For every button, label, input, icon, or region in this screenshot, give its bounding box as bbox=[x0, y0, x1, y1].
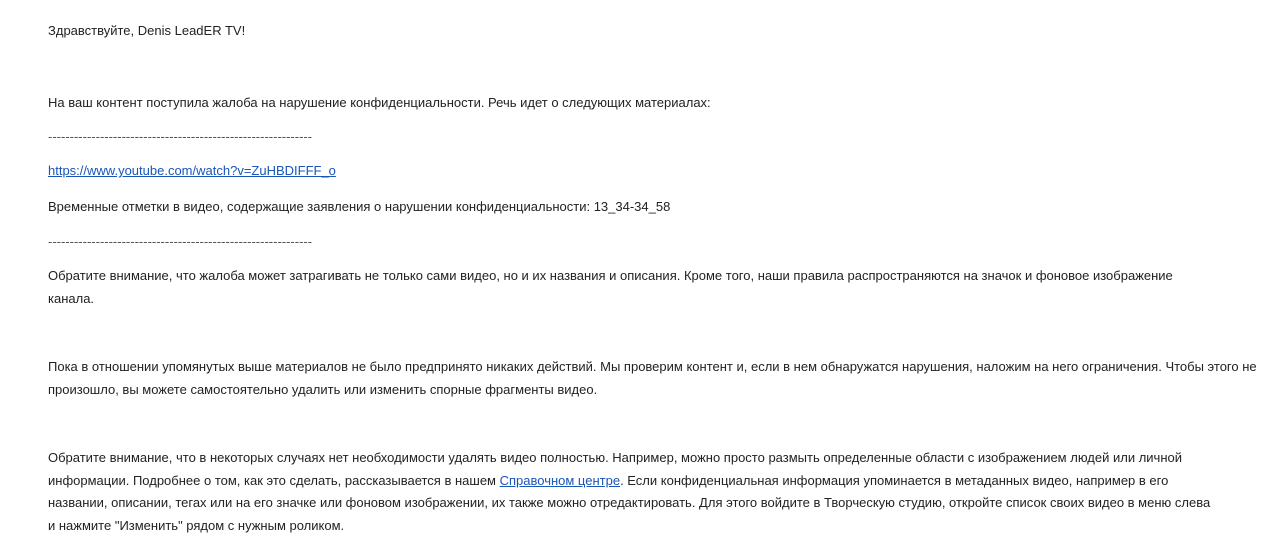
divider-top: ------------------------------------------------------------- bbox=[48, 129, 313, 144]
note-blur-part2: . Если конфиденциальная информация упоминается в метаданных видео, например в его названии, описании, тегах или на его значке или фоновом изображении, их также можно отредактировать. Для этого войдите в Творческую студию, откройте список своих видео в меню слева и нажмите "Изменить" рядом с нужным роликом. bbox=[48, 472, 1211, 533]
greeting: Здравствуйте, Denis LeadER TV! bbox=[48, 23, 246, 38]
intro-text: На ваш контент поступила жалоба на нарушение конфиденциальности. Речь идет о следующих материалах: bbox=[48, 95, 711, 110]
divider-bottom: ------------------------------------------------------------- bbox=[48, 234, 313, 249]
note-no-action: Пока в отношении упомянутых выше материалов не было предпринято никаких действий. Мы проверим контент и, если в нем обнаружатся нарушения, наложим на него ограничения. Чтобы этого не произошло, вы можете самостоятельно удалить или изменить спорные фрагменты видео. bbox=[48, 359, 1257, 397]
video-link-row bbox=[48, 160, 336, 182]
help-center-link[interactable]: Справочном центре bbox=[499, 472, 621, 488]
note-blur bbox=[48, 447, 1218, 537]
timestamps-text: Временные отметки в видео, содержащие заявления о нарушении конфиденциальности: 13_34-34_58 bbox=[48, 199, 671, 214]
note-blur-part1: Обратите внимание, что в некоторых случаях нет необходимости удалять видео полностью. Например, можно просто размыть определенные области с изображением людей или личной информации. Подробнее о том, как это сделать, рассказывается в нашем bbox=[48, 450, 1182, 488]
note-scope: Обратите внимание, что жалоба может затрагивать не только сами видео, но и их названия и описания. Кроме того, наши правила распространяются на значок и фоновое изображение канала. bbox=[48, 268, 1173, 306]
video-link[interactable]: https://www.youtube.com/watch?v=ZuHBDIFFF_o bbox=[48, 163, 336, 178]
